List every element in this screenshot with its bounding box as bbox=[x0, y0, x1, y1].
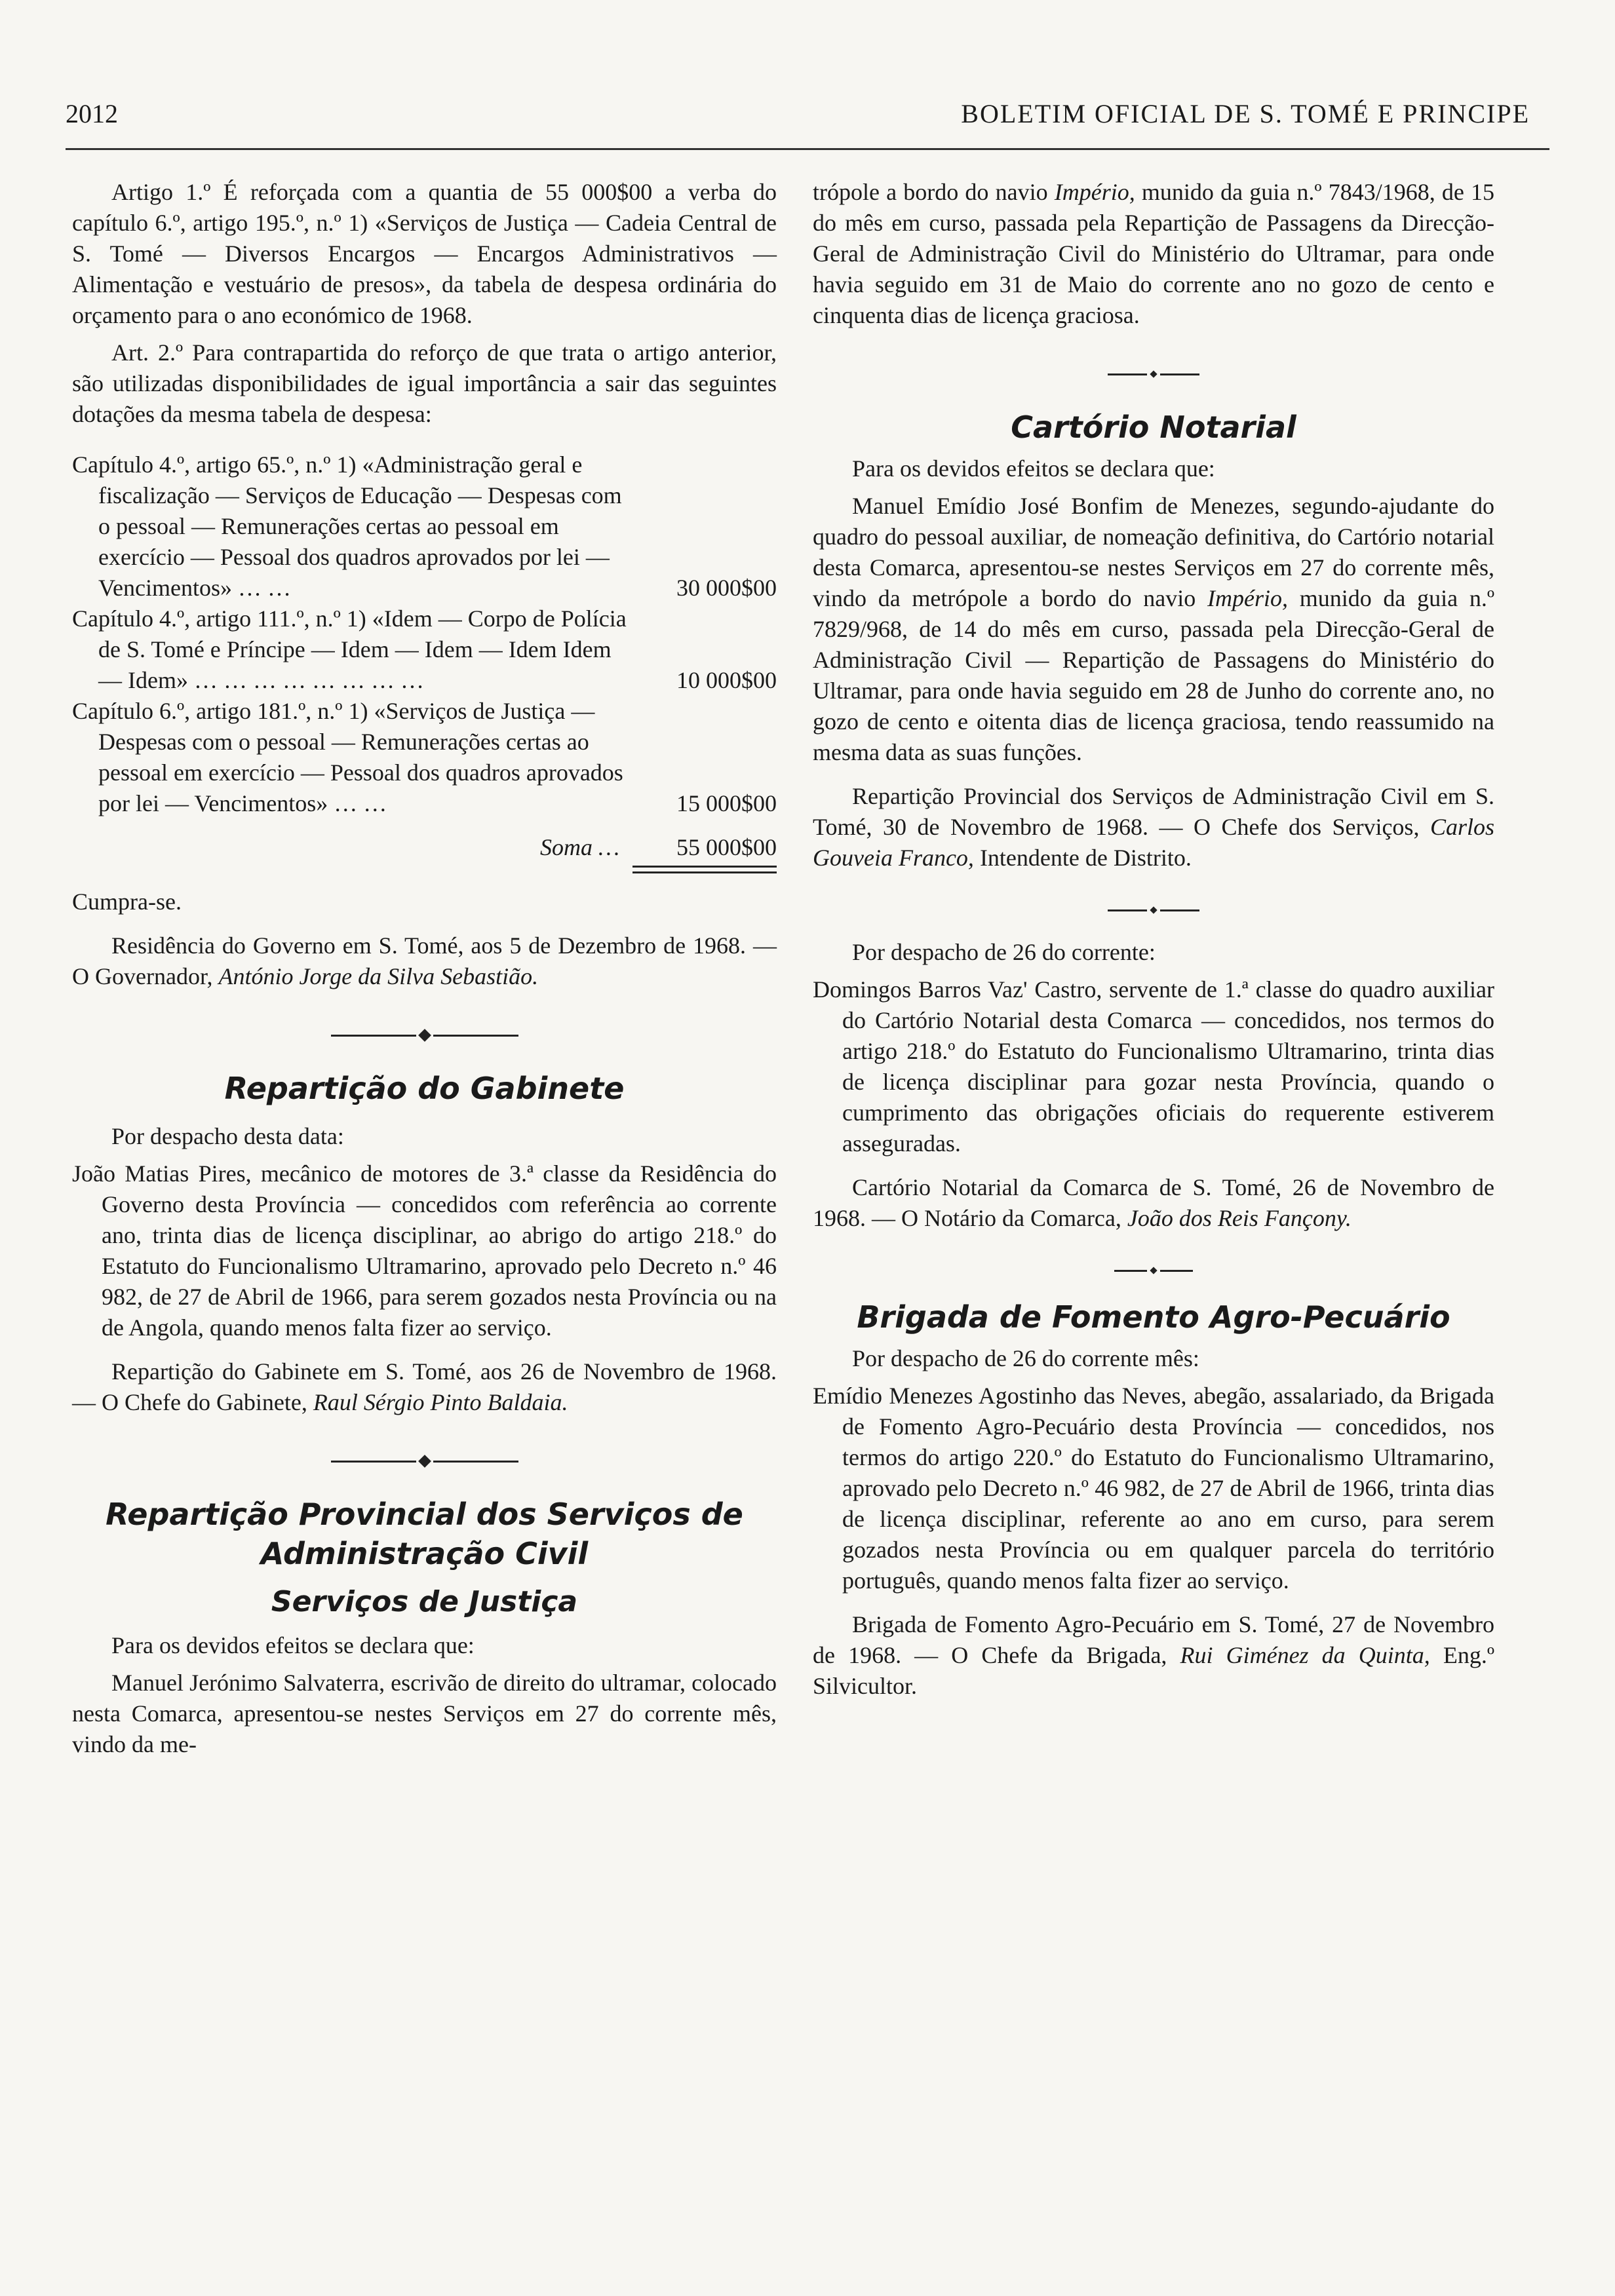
chapter-amount: 30 000$00 bbox=[676, 575, 777, 601]
chapter-amount: 10 000$00 bbox=[676, 667, 777, 693]
section-title-provincial: Repartição Provincial dos Serviços de Administração Civil bbox=[106, 1497, 743, 1571]
ship-name: Império, bbox=[1207, 585, 1288, 611]
residence-text: Residência do Governo em S. Tomé, aos 5 de Dezembro de 1968. — O Governador, bbox=[72, 932, 777, 989]
chapter-text: Capítulo 4.º, artigo 65.º, n.º 1) «Administração geral e fiscalização — Serviços de Educação — Despesas com o pessoal — Remunerações certas ao pessoal em exercício — Pessoal dos quadros aprovados por lei — Vencimentos» … … bbox=[72, 451, 622, 601]
sum-label: Soma … bbox=[539, 834, 619, 860]
brigada-signature bbox=[813, 1609, 1494, 1702]
declaration-heading: Para os devidos efeitos se declara que: bbox=[111, 1632, 475, 1658]
gabinete-chief-name: Raul Sérgio Pinto Baldaia. bbox=[313, 1389, 568, 1415]
repartition-signature bbox=[813, 781, 1494, 873]
sum-double-rule bbox=[632, 866, 777, 873]
sum-line bbox=[72, 832, 777, 863]
article-1: Artigo 1.º É reforçada com a quantia de 55 000$00 a verba do capítulo 6.º, artigo 195.º, n.º 1) «Serviços de Justiça — Cadeia Central de S. Tomé — Diversos Encargos — Encargos Administrativos — Alimentação e vestuário de presos», da tabela de despesa ordinária do orçamento para o ano económico de 1968. bbox=[72, 179, 777, 328]
bonfim-text: Manuel Emídio José Bonfim de Menezes, segundo-ajudante do quadro do pessoal auxiliar, de nomeação definitiva, do Cartório notarial desta Comarca, apresentou-se nestes Serviços em 27 do corrente mês, vindo da metrópole a bordo do navio bbox=[813, 493, 1494, 611]
signature-text: Brigada de Fomento Agro-Pecuário em S. Tomé, 27 de Novembro de 1968. — O Chefe da Brigada, bbox=[813, 1611, 1494, 1668]
ornament-divider bbox=[72, 1018, 777, 1049]
signature-tail: Intendente de Distrito. bbox=[979, 845, 1192, 871]
header-rule bbox=[66, 148, 1549, 150]
sum-amount: 55 000$00 bbox=[676, 834, 777, 860]
section-title-cartorio: Cartório Notarial bbox=[1011, 410, 1296, 445]
ornament-divider bbox=[813, 893, 1494, 924]
notary-name: João dos Reis Fançony. bbox=[1127, 1205, 1352, 1231]
running-title: BOLETIM OFICIAL DE S. TOMÉ E PRINCIPE bbox=[961, 99, 1530, 128]
salvaterra-continuation bbox=[813, 177, 1494, 331]
bonfim-entry bbox=[813, 491, 1494, 768]
page-header bbox=[66, 98, 1530, 138]
signature-text: Repartição Provincial dos Serviços de Administração Civil em S. Tomé, 30 de Novembro de 1968. — O Chefe dos Serviços, bbox=[813, 783, 1494, 840]
chapter-text: Capítulo 4.º, artigo 111.º, n.º 1) «Idem — Corpo de Polícia de S. Tomé e Príncipe — Idem — Idem — Idem Idem — Idem» … … … … … … … … bbox=[72, 605, 627, 693]
right-column bbox=[813, 177, 1494, 1702]
despacho-heading: Por despacho de 26 do corrente mês: bbox=[852, 1345, 1199, 1371]
left-column bbox=[72, 177, 777, 1760]
ornament-divider bbox=[813, 357, 1494, 388]
continuation-text: trópole a bordo do navio bbox=[813, 179, 1048, 205]
signature-tail: Eng.º Silvicultor. bbox=[813, 1642, 1494, 1699]
despacho-heading: Por despacho de 26 do corrente: bbox=[852, 939, 1156, 965]
signature-text: Cartório Notarial da Comarca de S. Tomé, 26 de Novembro de 1968. — O Notário da Comarca, bbox=[813, 1174, 1494, 1231]
chapter-line bbox=[72, 450, 777, 603]
despacho-heading: Por despacho desta data: bbox=[111, 1123, 344, 1149]
cumpra-se: Cumpra-se. bbox=[72, 889, 182, 915]
continuation-text: munido da guia n.º 7843/1968, de 15 do mês em curso, passada pela Repartição de Passagens da Direcção-Geral de Administração Civil do Ministério do Ultramar, para onde havia seguido em 31 de Maio do corrente ano no gozo de cento e cinquenta dias de licença graciosa. bbox=[813, 179, 1495, 328]
chapter-amount: 15 000$00 bbox=[676, 790, 777, 816]
section-title-gabinete: Repartição do Gabinete bbox=[224, 1071, 625, 1106]
declaration-heading: Para os devidos efeitos se declara que: bbox=[852, 455, 1215, 482]
section-subtitle-justica: Serviços de Justiça bbox=[271, 1585, 578, 1618]
chapter-line bbox=[72, 696, 777, 819]
salvaterra-entry: Manuel Jerónimo Salvaterra, escrivão de direito do ultramar, colocado nesta Comarca, apresentou-se nestes Serviços em 27 do corrente mês, vindo da me- bbox=[72, 1670, 777, 1757]
cartorio-signature bbox=[813, 1172, 1494, 1234]
ship-name: Império, bbox=[1054, 179, 1135, 205]
chapter-line bbox=[72, 603, 777, 696]
gabinete-signature-text: Repartição do Gabinete em S. Tomé, aos 26 de Novembro de 1968. — O Chefe do Gabinete, bbox=[72, 1358, 777, 1415]
section-title-brigada: Brigada de Fomento Agro-Pecuário bbox=[857, 1299, 1450, 1335]
article-2: Art. 2.º Para contrapartida do reforço de que trata o artigo anterior, são utilizadas disponibilidades de igual importância a sair das seguintes dotações da mesma tabela de despesa: bbox=[72, 339, 777, 427]
governor-name: António Jorge da Silva Sebastião. bbox=[218, 963, 539, 989]
ornament-divider bbox=[72, 1444, 777, 1475]
gabinete-signature bbox=[72, 1356, 777, 1418]
emidio-entry: Emídio Menezes Agostinho das Neves, abegão, assalariado, da Brigada de Fomento Agro-Pecuário desta Província — concedidos, nos termos do artigo 220.º do Estatuto do Funcionalismo Ultramarino, aprovado pelo Decreto n.º 46 982, de 27 de Abril de 1966, trinta dias de licença disciplinar, referente ao ano em curso, para serem gozados nesta Província ou em qualquer parcela do território português, quando menos falta fizer ao serviço. bbox=[813, 1383, 1494, 1594]
bonfim-text: munido da guia n.º 7829/968, de 14 do mês em curso, passada pela Direcção-Geral de Administração Civil — Repartição de Passagens do Ministério do Ultramar, para onde havia seguido em 28 de Junho do corrente ano, no gozo de cento e oitenta dias de licença graciosa, tendo reassumido na mesma data as suas funções. bbox=[813, 585, 1495, 765]
ornament-divider bbox=[813, 1253, 1494, 1284]
chapter-text: Capítulo 6.º, artigo 181.º, n.º 1) «Serviços de Justiça — Despesas com o pessoal — Remunerações certas ao pessoal em exercício — Pessoal dos quadros aprovados por lei — Vencimentos» … … bbox=[72, 698, 623, 816]
chief-name: Carlos Gouveia Franco, bbox=[813, 814, 1495, 871]
joao-entry: João Matias Pires, mecânico de motores de 3.ª classe da Residência do Governo desta Província — concedidos com referência ao corrente ano, trinta dias de licença disciplinar, ao abrigo do artigo 218.º do Estatuto do Funcionalismo Ultramarino, aprovado pelo Decreto n.º 46 982, de 27 de Abril de 1966, para serem gozados nesta Província ou na de Angola, quando menos falta fizer ao serviço. bbox=[72, 1160, 777, 1341]
domingos-entry: Domingos Barros Vaz' Castro, servente de 1.ª classe do quadro auxiliar do Cartório Notarial desta Comarca — concedidos, nos termos do artigo 218.º do Estatuto do Funcionalismo Ultramarino, trinta dias de licença disciplinar para gozar nesta Província, quando o cumprimento das obrigações oficiais do requerente estiverem asseguradas. bbox=[813, 976, 1494, 1157]
brigade-chief-name: Rui Giménez da Quinta, bbox=[1180, 1642, 1430, 1668]
page-number: 2012 bbox=[66, 99, 118, 128]
governor-signature bbox=[72, 930, 777, 992]
